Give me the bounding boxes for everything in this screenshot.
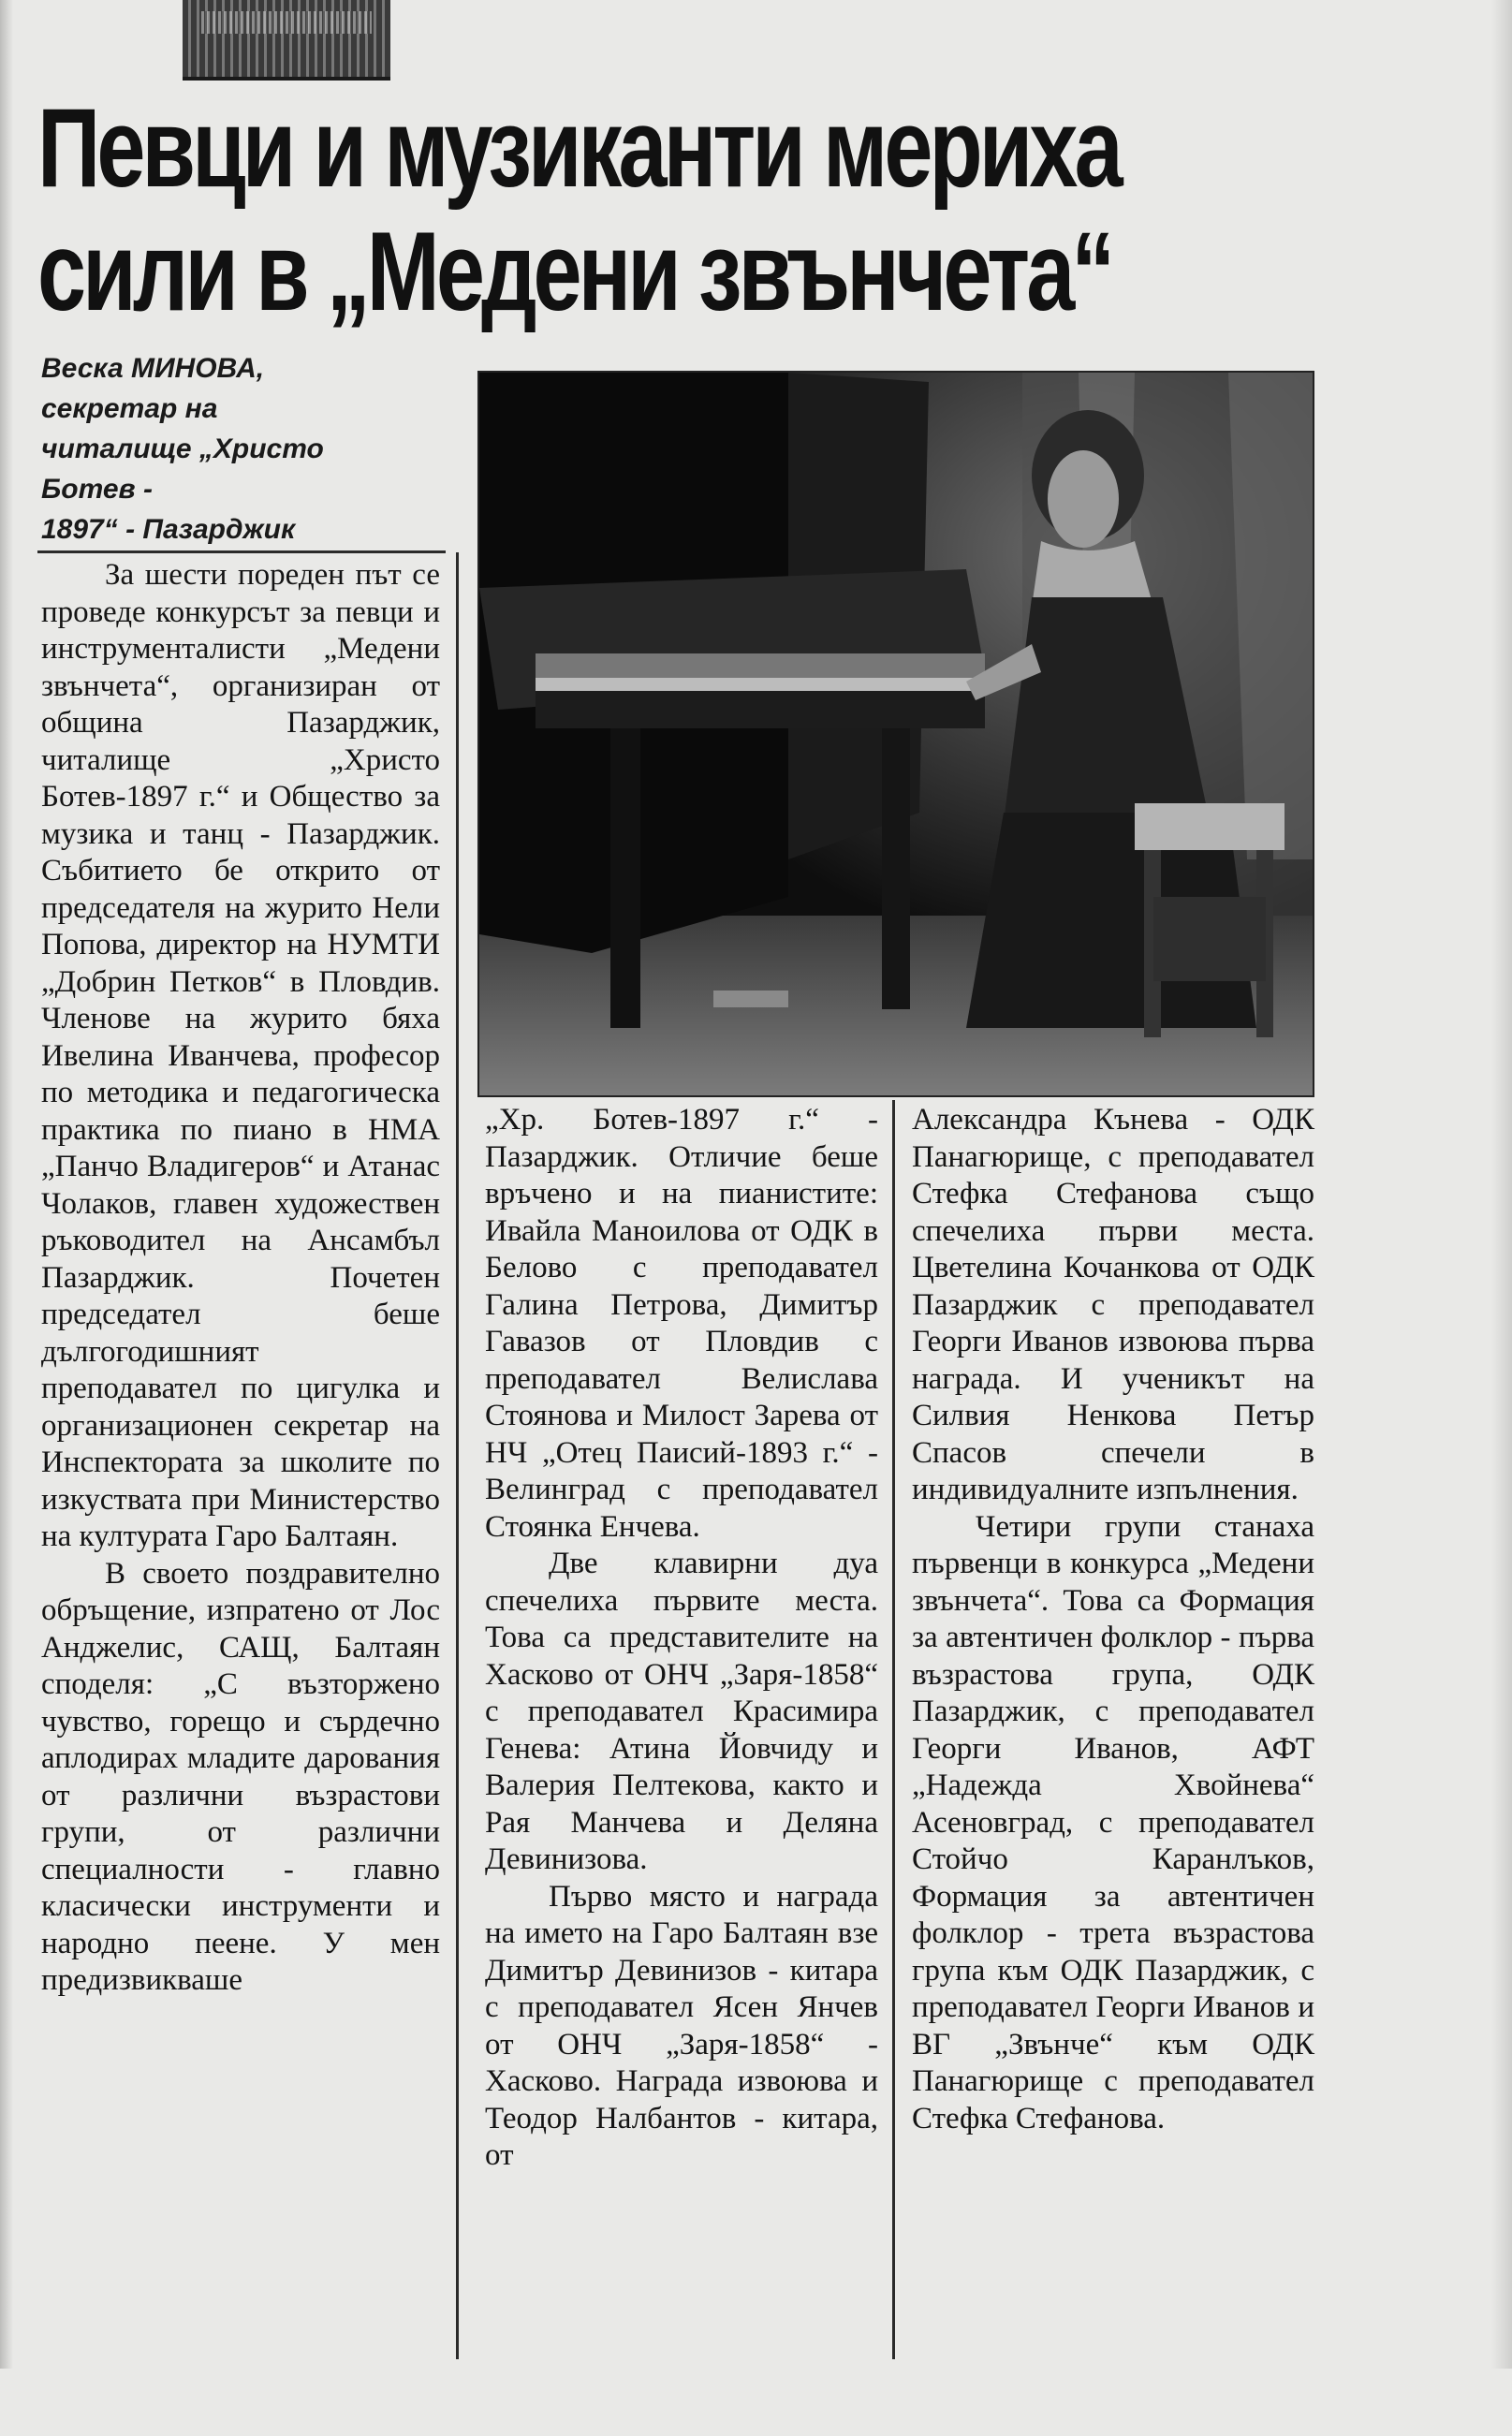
paragraph: Първо място и награда на името на Гаро Балтаян взе Димитър Девинизов - китара с преподавател Ясен Янчев от ОНЧ „Заря-1858“ - Хасково. Награда извоюва и Теодор Налбантов - китара, от: [485, 1879, 878, 2172]
byline-line: читалище „Христо: [41, 433, 324, 464]
headline-line-1: Певци и музиканти мериха: [37, 85, 1120, 211]
headline-line-2: сили в „Медени звънчета“: [37, 209, 1112, 334]
byline: [41, 348, 453, 550]
paragraph: Александра Кънева - ОДК Панагюрище, с преподавател Стефка Стефанова също спечелиха първи места. Цветелина Кочанкова от ОДК Пазарджик с преподавател Георги Иванов извоюва първа награда. И ученикът на Силвия Ненкова Петър Спасов спечели в индивидуалните изпълнения.: [912, 1103, 1314, 1506]
byline-rule: [37, 550, 446, 553]
column-rule: [892, 1100, 895, 2359]
byline-line: секретар на: [41, 393, 218, 424]
article-column-2: [485, 1102, 878, 2175]
article-headline: [37, 85, 1120, 334]
paragraph: За шести пореден път се проведе конкурсът за певци и инструменталисти „Медени звънчета“, организиран от община Пазарджик, читалище „Христо Ботев-1897 г.“ и Общество за музика и танц - Пазарджик. Събитието бе открито от председателя на журито Нели Попова, директор на НУМТИ „Добрин Петков“ в Пловдив. Членове на журито бяха Ивелина Иванчева, професор по методика и педагогическа практика по пиано в НМА „Панчо Владигеров“ и Атанас Чолаков, главен художествен ръководител на Ансамбъл Пазарджик. Почетен председател беше дългогодишният преподавател по цигулка и организационен секретар на Инспектората за школите по изкуствата при Министерство на културата Гаро Балтаян.: [41, 558, 440, 1553]
article-column-3: [912, 1102, 1314, 2137]
paragraph: Четири групи станаха първенци в конкурса „Медени звънчета“. Това са Формация за автентичен фолклор - първа възрастова група, ОДК Пазарджик, с преподавател Георги Иванов, АФТ „Надежда Хвойнева“ Асеновград, с преподавател Стойчо Каранлъков, Формация за автентичен фолклор - трета възрастова група към ОДК Пазарджик, с преподавател Георги Иванов и ВГ „Звънче“ към ОДК Панагюрище с преподавател Стефка Стефанова.: [912, 1509, 1314, 2135]
pianist-photo-image: [479, 373, 1313, 1095]
paragraph: В своето поздравително обръщение, изпратено от Лос Анджелис, САЩ, Балтаян споделя: „С възторжено чувство, горещо и сърдечно аплодирах младите дарования от различни възрастови групи, от различни специалности - главно класически инструменти и народно пеене. У мен предизвикваше: [41, 1556, 440, 1997]
paragraph: „Хр. Ботев-1897 г.“ - Пазарджик. Отличие беше връчено и на пианистите: Ивайла Маноилова от ОДК в Белово с преподавател Галина Петрова, Димитър Гавазов от Пловдив с преподавател Велислава Стоянова и Милост Зарева от НЧ „Отец Паисий-1893 г.“ - Велинград с преподавател Стоянка Енчева.: [485, 1103, 878, 1544]
scan-bottom-margin: [0, 2369, 1512, 2436]
byline-line: Ботев -: [41, 474, 153, 505]
byline-line: Веска МИНОВА,: [41, 353, 265, 384]
article-column-1: [41, 557, 440, 2000]
byline-line: 1897“ - Пазарджик: [41, 514, 296, 545]
pianist-photo: [477, 371, 1314, 1097]
paragraph: Две клавирни дуа спечелиха първите места. Това са представителите на Хасково от ОНЧ „Заря-1858“ с преподавател Красимира Генева: Атина Йовчиду и Валерия Пелтекова, както и Рая Манчева и Деляна Девинизова.: [485, 1547, 878, 1876]
section-header-graphic: [183, 0, 390, 81]
scan-right-edge: [1491, 0, 1512, 2436]
scan-left-edge: [0, 0, 13, 2436]
column-rule: [456, 552, 459, 2359]
